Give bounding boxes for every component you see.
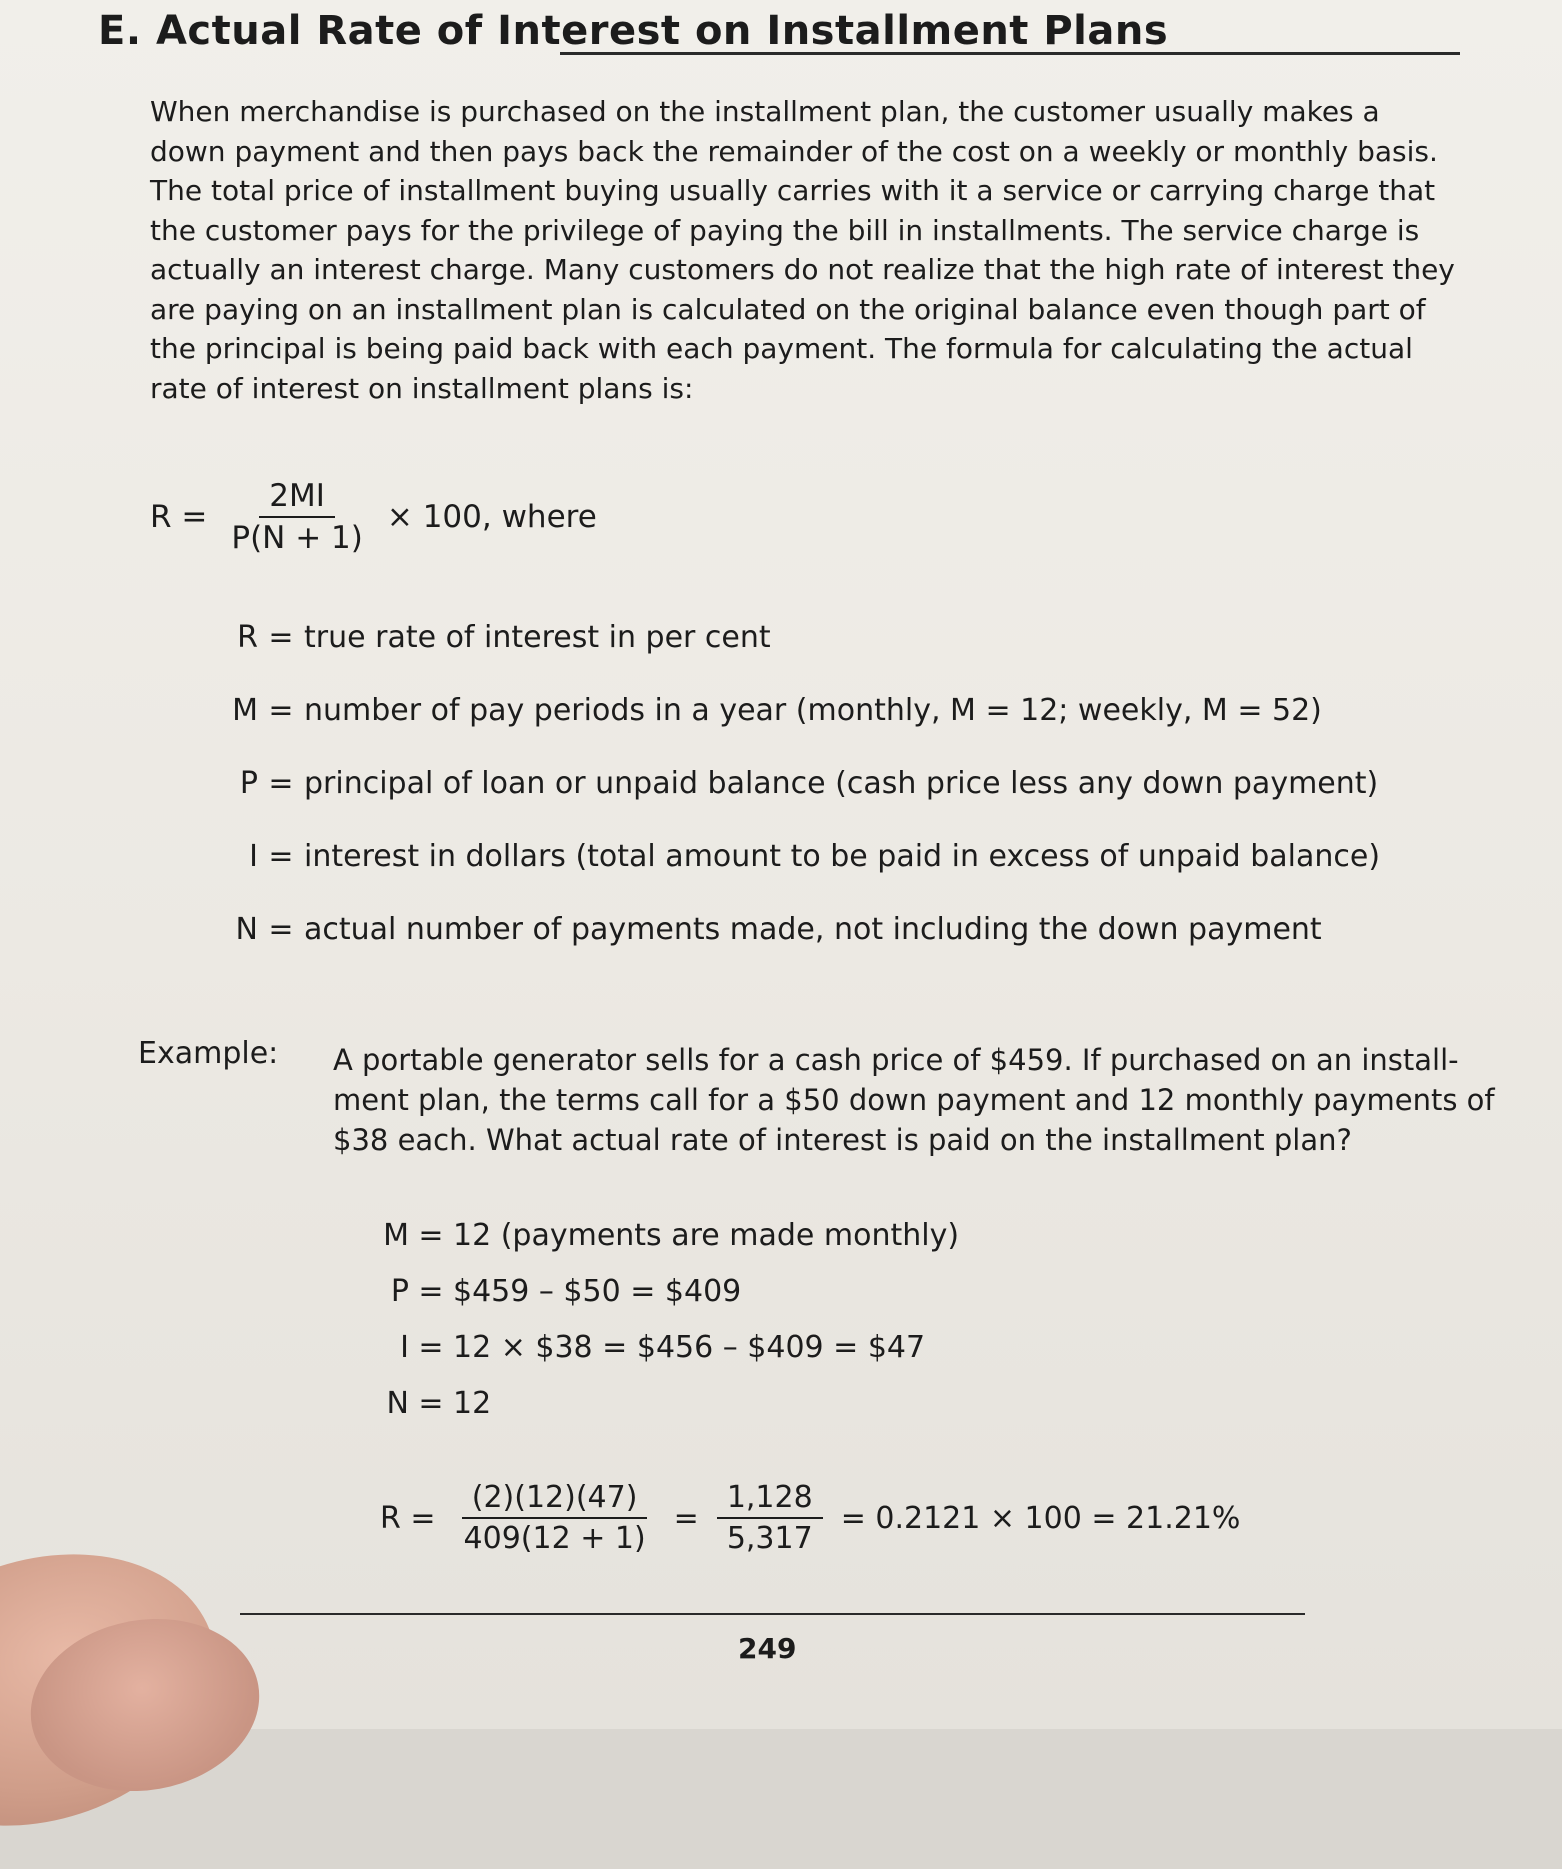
formula-denominator: P(N + 1) [231, 520, 363, 556]
definition-symbol: P [239, 766, 258, 801]
given-equals: = [418, 1274, 444, 1309]
paragraph-line: The total price of installment buying usually carries with it a service or carrying charge that [150, 174, 1436, 207]
calc-result: = 0.2121 × 100 = 21.21% [840, 1500, 1241, 1536]
definition-equals: = [268, 766, 294, 801]
definition-equals: = [268, 620, 294, 655]
definition-row [220, 839, 1380, 912]
given-row [375, 1274, 959, 1330]
definition-equals: = [268, 693, 294, 728]
given-row [375, 1330, 959, 1386]
definition-equals: = [268, 912, 294, 947]
paragraph-line: When merchandise is purchased on the installment plan, the customer usually makes a [150, 95, 1380, 128]
calc-numerator-2: 1,128 [717, 1480, 823, 1519]
solution-calculation [380, 1480, 1240, 1556]
intro-paragraph [150, 92, 1455, 408]
formula-tail: × 100, where [386, 499, 597, 535]
definition-text: true rate of interest in per cent [304, 620, 771, 655]
formula-lhs: R = [150, 499, 208, 535]
definition-row [220, 766, 1380, 839]
definition-text: principal of loan or unpaid balance (cash price less any down payment) [304, 766, 1379, 801]
definition-symbol: R [237, 620, 258, 655]
example-line: $38 each. What actual rate of interest is paid on the installment plan? [333, 1123, 1352, 1157]
example-label: Example: [138, 1036, 279, 1071]
calc-denominator-2: 5,317 [726, 1521, 813, 1556]
calc-fraction-1 [454, 1480, 656, 1556]
paragraph-line: the customer pays for the privilege of paying the bill in installments. The service charge is [150, 213, 1420, 247]
definition-text: number of pay periods in a year (monthly, M = 12; weekly, M = 52) [304, 693, 1322, 728]
given-equals: = [418, 1386, 444, 1421]
definition-text: actual number of payments made, not including the down payment [304, 912, 1322, 947]
given-row [375, 1218, 959, 1274]
calc-lhs: R = [380, 1500, 436, 1536]
formula-fraction [221, 478, 372, 556]
page-number: 249 [738, 1632, 797, 1665]
example-line: A portable generator sells for a cash price of $459. If purchased on an install- [333, 1043, 1459, 1077]
calc-equals: = [673, 1500, 699, 1536]
given-symbol: P [390, 1274, 409, 1309]
paragraph-line: down payment and then pays back the remainder of the cost on a weekly or monthly basis. [150, 134, 1438, 168]
definition-row [220, 620, 1380, 693]
definition-symbol: M [232, 693, 258, 728]
example-line: ment plan, the terms call for a $50 down payment and 12 monthly payments of [333, 1083, 1495, 1117]
example-problem [333, 1040, 1495, 1160]
footer-rule [240, 1613, 1305, 1615]
paragraph-line: the principal is being paid back with each payment. The formula for calculating the actual [150, 332, 1413, 365]
given-text: 12 × $38 = $456 – $409 = $47 [453, 1330, 926, 1365]
given-symbol: I [400, 1330, 409, 1365]
definition-symbol: N [235, 912, 258, 947]
given-symbol: M [383, 1218, 409, 1253]
given-text: 12 (payments are made monthly) [453, 1218, 960, 1253]
definition-equals: = [268, 839, 294, 874]
calc-denominator-1: 409(12 + 1) [463, 1521, 646, 1556]
given-symbol: N [386, 1386, 409, 1421]
given-text: 12 [453, 1386, 492, 1421]
given-equals: = [418, 1218, 444, 1253]
paragraph-line: rate of interest on installment plans is: [150, 371, 694, 405]
paragraph-line: are paying on an installment plan is calculated on the original balance even though part of [150, 292, 1426, 326]
formula-numerator: 2MI [259, 478, 335, 518]
section-title: E. Actual Rate of Interest on Installment Plans [98, 8, 1169, 54]
given-row [375, 1386, 959, 1442]
example-givens [375, 1218, 959, 1442]
given-text: $459 – $50 = $409 [453, 1274, 742, 1309]
interest-formula [150, 478, 597, 556]
given-equals: = [418, 1330, 444, 1365]
variable-definitions [220, 620, 1380, 985]
definition-text: interest in dollars (total amount to be paid in excess of unpaid balance) [304, 839, 1381, 874]
definition-row [220, 912, 1380, 985]
definition-row [220, 693, 1380, 766]
calc-fraction-2 [717, 1480, 823, 1556]
calc-numerator-1: (2)(12)(47) [462, 1480, 648, 1519]
definition-symbol: I [249, 839, 258, 874]
paragraph-line: actually an interest charge. Many customers do not realize that the high rate of interest they [150, 253, 1455, 286]
